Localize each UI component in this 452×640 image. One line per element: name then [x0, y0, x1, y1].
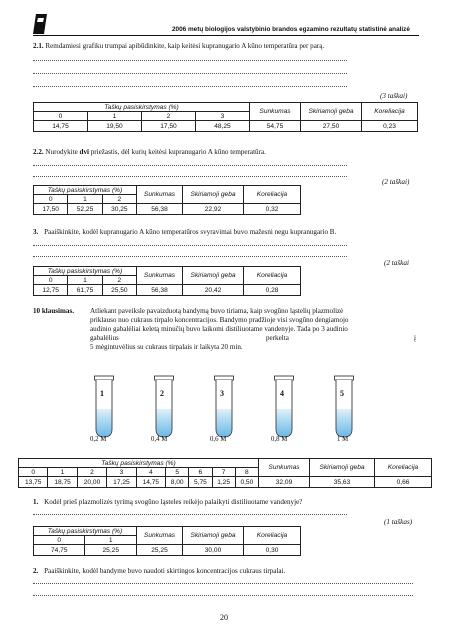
score-value: 17,25	[107, 477, 136, 488]
test-tube-3	[213, 375, 235, 444]
score-value: 30,25	[102, 204, 136, 215]
text-line: audinio gabalėliai keletą minučių buvo laikomi distiliuotame vandenyje. Tada po 3 audinio	[90, 325, 348, 333]
text-line: 5 mėgintuvėlius su cukraus tirpalais ir laikyta 20 min.	[90, 343, 243, 351]
score-label: 7	[212, 468, 235, 477]
score-label: 1	[48, 468, 77, 477]
question-number: 3.	[33, 228, 39, 236]
question-text-pre: Nurodykite	[45, 148, 80, 156]
answer-line[interactable]	[33, 176, 347, 177]
stats-table	[33, 102, 418, 132]
score-label: 6	[189, 468, 212, 477]
stats-table	[33, 266, 301, 296]
question-number: 2.1.	[33, 42, 44, 50]
col-koreliacija: Koreliacija	[244, 527, 301, 545]
col-koreliacija: Koreliacija	[362, 103, 418, 121]
sunkumas-value: 56,38	[137, 204, 183, 215]
koreliacija-value: 0,28	[244, 285, 301, 296]
score-label: 1	[87, 112, 141, 121]
question-10-label: 10 klausimas.	[33, 307, 74, 315]
score-value: 19,50	[87, 121, 141, 132]
score-label: 0	[34, 195, 68, 204]
answer-line[interactable]	[33, 256, 347, 257]
score-label: 1	[68, 276, 102, 285]
answer-line[interactable]	[33, 86, 347, 87]
col-koreliacija: Koreliacija	[244, 186, 301, 204]
col-skiriamoji: Skiriamoji geba	[183, 267, 244, 285]
tube-concentration: 0,6 M	[210, 436, 227, 443]
logo-icon	[33, 14, 47, 34]
tube-number: 2	[160, 389, 164, 398]
score-label: 2	[102, 276, 136, 285]
score-value: 20,00	[77, 477, 106, 488]
score-value: 25,25	[85, 545, 137, 556]
points-label: (2 taškai)	[382, 178, 410, 186]
dist-header: Taškų pasiskirstymas (%)	[19, 459, 259, 468]
tube-number: 5	[340, 389, 344, 398]
stats-table	[33, 185, 301, 215]
tube-number: 1	[100, 389, 104, 398]
answer-line[interactable]	[33, 165, 347, 166]
text-line-split	[90, 334, 420, 343]
col-koreliacija: Koreliacija	[244, 267, 301, 285]
points-label: (2 taškai	[384, 259, 409, 267]
tube-number: 4	[280, 389, 284, 398]
score-label: 2	[141, 112, 195, 121]
score-label: 5	[166, 468, 189, 477]
sunkumas-value: 54,75	[250, 121, 301, 132]
skiriamoji-value: 30,00	[183, 545, 244, 556]
col-skiriamoji: Skiriamoji geba	[310, 459, 375, 477]
points-label: (1 taškas)	[384, 518, 413, 526]
question-text-bold: dvi	[79, 148, 89, 156]
dist-header: Taškų pasiskirstymas (%)	[34, 103, 250, 112]
header-rule	[33, 35, 419, 36]
tube-concentration: 0,2 M	[90, 436, 107, 443]
sunkumas-value: 56,38	[137, 285, 183, 296]
koreliacija-value: 0,32	[244, 204, 301, 215]
sunkumas-value: 25,25	[137, 545, 183, 556]
test-tube-1	[93, 375, 115, 444]
score-label: 0	[19, 468, 48, 477]
skiriamoji-value: 20,42	[183, 285, 244, 296]
koreliacija-value: 0,66	[375, 477, 432, 488]
stats-table	[33, 526, 301, 556]
score-label: 3	[107, 468, 136, 477]
text-part: gabalėlius	[90, 334, 119, 342]
answer-line[interactable]	[33, 595, 413, 596]
text-line: Atliekant paveiksle pavaizduotą bandymą buvo tiriama, kaip svogūno ląstelių plazmolizė	[90, 307, 344, 315]
score-label: 1	[85, 536, 137, 545]
col-sunkumas: Sunkumas	[259, 459, 310, 477]
score-label: 2	[77, 468, 106, 477]
question-10-1	[33, 498, 302, 507]
koreliacija-value: 0,23	[362, 121, 418, 132]
score-label: 4	[136, 468, 165, 477]
score-label: 3	[195, 112, 249, 121]
score-label: 0	[34, 276, 68, 285]
text-line: priklauso nuo cukraus tirpalo koncentracijos. Bandymo pradžioje visi svogūno dengiamojo	[90, 316, 349, 324]
answer-line[interactable]	[33, 60, 347, 61]
col-skiriamoji: Skiriamoji geba	[301, 103, 362, 121]
score-value: 14,75	[34, 121, 88, 132]
skiriamoji-value: 22,92	[183, 204, 244, 215]
col-sunkumas: Sunkumas	[137, 267, 183, 285]
col-koreliacija: Koreliacija	[375, 459, 432, 477]
col-skiriamoji: Skiriamoji geba	[183, 527, 244, 545]
score-label: 2	[102, 195, 136, 204]
score-label: 8	[235, 468, 258, 477]
col-skiriamoji: Skiriamoji geba	[183, 186, 244, 204]
score-label: 0	[34, 536, 85, 545]
answer-line[interactable]	[33, 514, 347, 515]
text-part: perkelta	[266, 334, 289, 342]
question-text: Paaiškinkite, kodėl bandyme buvo naudoti skirtingos koncentracijos cukraus tirpalai.	[44, 567, 286, 575]
dist-header: Taškų pasiskirstymas (%)	[34, 527, 137, 536]
score-value: 12,75	[34, 285, 68, 296]
tube-concentration: 0,4 M	[151, 436, 168, 443]
score-value: 1,25	[212, 477, 235, 488]
question-text: Paaiškinkite, kodėl kupranugario A kūno temperatūros svyravimai buvo mažesni negu kupranugario B.	[44, 228, 337, 236]
question-number: 2.2.	[33, 148, 44, 156]
question-number: 1.	[33, 498, 39, 506]
skiriamoji-value: 35,63	[310, 477, 375, 488]
answer-line[interactable]	[33, 583, 413, 584]
header-title: 2006 metų biologijos valstybinio brandos egzamino rezultatų statistinė analizė	[172, 26, 410, 33]
score-value: 61,75	[68, 285, 102, 296]
answer-line[interactable]	[33, 245, 347, 246]
score-value: 8,00	[166, 477, 189, 488]
question-2-2	[33, 148, 266, 157]
question-text: Kodėl prieš plazmolizės tyrimą svogūno ląsteles reikėjo palaikyti distiliuotame vandenyje?	[44, 498, 303, 506]
score-value: 74,75	[34, 545, 85, 556]
skiriamoji-value: 27,50	[301, 121, 362, 132]
tube-concentration: 1 M	[337, 436, 349, 443]
text-part: į	[414, 334, 416, 342]
stats-table	[18, 458, 432, 488]
question-10-2	[33, 567, 285, 576]
col-sunkumas: Sunkumas	[137, 527, 183, 545]
question-10-text	[90, 307, 420, 352]
score-label: 1	[68, 195, 102, 204]
test-tube-2	[153, 375, 175, 444]
score-value: 52,25	[68, 204, 102, 215]
question-text: Remdamiesi grafiku trumpai apibūdinkite, kaip keitėsi kupranugario A kūno temperatūra per parą.	[45, 42, 325, 50]
question-3	[33, 228, 336, 237]
score-value: 5,75	[189, 477, 212, 488]
question-number: 2.	[33, 567, 39, 575]
points-label: (3 taškai)	[380, 92, 408, 100]
dist-header: Taškų pasiskirstymas (%)	[34, 186, 137, 195]
tube-number: 3	[220, 389, 224, 398]
dist-header: Taškų pasiskirstymas (%)	[34, 267, 137, 276]
score-value: 25,50	[102, 285, 136, 296]
question-2-1	[33, 42, 324, 51]
score-value: 0,50	[235, 477, 258, 488]
answer-line[interactable]	[33, 73, 347, 74]
question-text-post: priežastis, dėl kurių keitėsi kupranugario A kūno temperatūra.	[88, 148, 266, 156]
score-label: 0	[34, 112, 88, 121]
score-value: 18,75	[48, 477, 77, 488]
test-tube-4	[273, 375, 295, 444]
score-value: 48,25	[195, 121, 249, 132]
sunkumas-value: 32,09	[259, 477, 310, 488]
test-tube-rack	[90, 375, 360, 465]
score-value: 13,75	[19, 477, 48, 488]
test-tube-5	[333, 375, 355, 444]
col-sunkumas: Sunkumas	[137, 186, 183, 204]
col-sunkumas: Sunkumas	[250, 103, 301, 121]
koreliacija-value: 0,30	[244, 545, 301, 556]
page-number: 20	[220, 613, 228, 622]
score-value: 17,50	[141, 121, 195, 132]
score-value: 14,75	[136, 477, 165, 488]
tube-concentration: 0,8 M	[271, 436, 288, 443]
score-value: 17,50	[34, 204, 68, 215]
